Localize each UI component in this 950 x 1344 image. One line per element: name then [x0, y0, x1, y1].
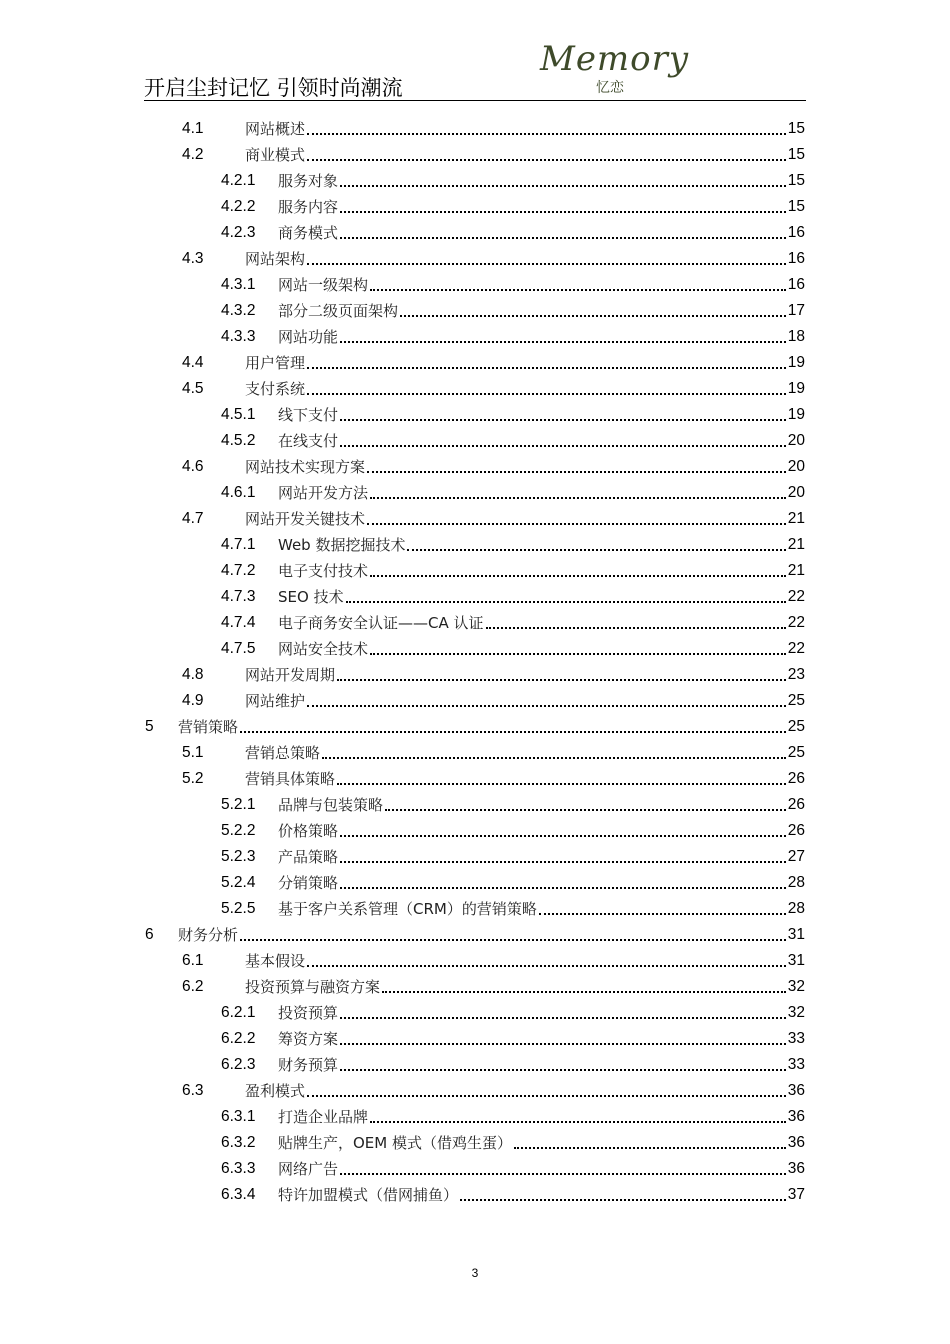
toc-entry-title: 品牌与包装策略 [278, 796, 384, 814]
toc-entry-title: 筹资方案 [278, 1030, 339, 1048]
toc-entry-number: 4.5.2 [221, 432, 256, 449]
toc-entry-number: 6.3.1 [221, 1108, 256, 1125]
toc-leader-dots [340, 419, 786, 421]
toc-entry-number: 5.2 [182, 770, 204, 787]
toc-entry-title: 部分二级页面架构 [278, 302, 399, 320]
toc-entry-title: SEO 技术 [278, 588, 344, 606]
toc-leader-dots [539, 913, 786, 915]
toc-entry[interactable] [221, 1104, 805, 1130]
toc-entry[interactable] [182, 350, 805, 376]
toc-entry-page: 15 [787, 172, 805, 189]
toc-entry[interactable] [221, 1026, 805, 1052]
toc-entry[interactable] [145, 714, 805, 740]
toc-leader-dots [370, 289, 786, 291]
toc-entry[interactable] [221, 1130, 805, 1156]
toc-entry-page: 21 [787, 536, 805, 553]
toc-entry-number: 6.2.2 [221, 1030, 256, 1047]
memory-logo [540, 40, 690, 98]
toc-entry-title: 服务对象 [278, 172, 339, 190]
toc-entry[interactable] [182, 974, 805, 1000]
toc-entry[interactable] [182, 688, 805, 714]
toc-entry-title: 贴牌生产，OEM 模式（借鸡生蛋） [278, 1134, 512, 1152]
toc-entry-page: 31 [787, 952, 805, 969]
toc-entry[interactable] [221, 818, 805, 844]
toc-leader-dots [514, 1147, 786, 1149]
toc-entry[interactable] [182, 142, 805, 168]
page-number: 3 [471, 1266, 479, 1280]
toc-leader-dots [460, 1199, 786, 1201]
toc-leader-dots [340, 185, 786, 187]
toc-entry-page: 23 [787, 666, 805, 683]
toc-entry[interactable] [145, 922, 805, 948]
toc-entry-title: 商业模式 [245, 146, 306, 164]
toc-entry[interactable] [221, 402, 805, 428]
toc-leader-dots [307, 263, 786, 265]
toc-entry-number: 4.5 [182, 380, 204, 397]
toc-leader-dots [407, 549, 785, 551]
toc-entry-page: 25 [787, 718, 805, 735]
toc-entry-page: 22 [787, 640, 805, 657]
toc-entry-number: 4.7.2 [221, 562, 256, 579]
toc-entry-page: 16 [787, 224, 805, 241]
toc-entry-number: 4.7.1 [221, 536, 256, 553]
toc-entry-page: 16 [787, 276, 805, 293]
toc-entry[interactable] [182, 1078, 805, 1104]
toc-entry[interactable] [221, 298, 805, 324]
toc-entry-page: 27 [787, 848, 805, 865]
toc-entry-title: 价格策略 [278, 822, 339, 840]
toc-entry-title: 基于客户关系管理（CRM）的营销策略 [278, 900, 537, 918]
toc-entry[interactable] [221, 870, 805, 896]
toc-entry[interactable] [182, 766, 805, 792]
toc-entry[interactable] [221, 636, 805, 662]
header-title: 开启尘封记忆 引领时尚潮流 [144, 76, 403, 100]
toc-entry-page: 20 [787, 484, 805, 501]
toc-entry-page: 19 [787, 380, 805, 397]
toc-entry-title: 网站开发关键技术 [245, 510, 366, 528]
toc-leader-dots [307, 367, 786, 369]
toc-entry-number: 4.2.3 [221, 224, 256, 241]
toc-entry-title: 网站功能 [278, 328, 339, 346]
toc-leader-dots [340, 887, 786, 889]
logo-text: Memory [540, 39, 690, 79]
toc-leader-dots [367, 471, 786, 473]
toc-entry-title: 支付系统 [245, 380, 306, 398]
toc-entry[interactable] [221, 896, 805, 922]
toc-leader-dots [340, 445, 786, 447]
toc-leader-dots [307, 1095, 786, 1097]
toc-entry-title: 营销总策略 [245, 744, 321, 762]
toc-entry-page: 36 [787, 1134, 805, 1151]
toc-leader-dots [337, 783, 786, 785]
toc-entry-page: 20 [787, 432, 805, 449]
toc-entry-title: 网站开发周期 [245, 666, 336, 684]
toc-entry-title: 投资预算与融资方案 [245, 978, 381, 996]
toc-entry-page: 18 [787, 328, 805, 345]
toc-entry[interactable] [221, 1000, 805, 1026]
toc-entry[interactable] [221, 324, 805, 350]
toc-entry-title: 营销具体策略 [245, 770, 336, 788]
toc-entry[interactable] [221, 480, 805, 506]
toc-leader-dots [340, 1069, 786, 1071]
toc-entry[interactable] [182, 454, 805, 480]
toc-entry-number: 4.4 [182, 354, 204, 371]
toc-entry[interactable] [221, 194, 805, 220]
toc-entry-title: 网站安全技术 [278, 640, 369, 658]
toc-leader-dots [340, 1173, 786, 1175]
toc-entry[interactable] [221, 220, 805, 246]
toc-leader-dots [370, 575, 786, 577]
toc-entry[interactable] [221, 532, 805, 558]
toc-entry-number: 6.2.3 [221, 1056, 256, 1073]
toc-entry-page: 20 [787, 458, 805, 475]
toc-entry-number: 4.3.1 [221, 276, 256, 293]
toc-entry[interactable] [182, 246, 805, 272]
toc-leader-dots [370, 497, 786, 499]
toc-entry-title: 财务预算 [278, 1056, 339, 1074]
toc-entry-number: 4.7.3 [221, 588, 256, 605]
toc-entry-page: 15 [787, 120, 805, 137]
toc-entry-title: 网站开发方法 [278, 484, 369, 502]
toc-leader-dots [367, 523, 786, 525]
header-divider [144, 100, 806, 101]
toc-entry-number: 4.3.3 [221, 328, 256, 345]
toc-entry-title: 服务内容 [278, 198, 339, 216]
toc-entry-page: 33 [787, 1030, 805, 1047]
toc-entry-page: 25 [787, 744, 805, 761]
toc-entry-number: 4.5.1 [221, 406, 256, 423]
toc-entry-number: 5.2.2 [221, 822, 256, 839]
toc-entry-page: 31 [787, 926, 805, 943]
toc-entry-number: 5.2.5 [221, 900, 256, 917]
toc-leader-dots [307, 393, 786, 395]
toc-entry-number: 5.2.1 [221, 796, 256, 813]
toc-entry-title: 网络广告 [278, 1160, 339, 1178]
toc-entry-page: 26 [787, 796, 805, 813]
toc-entry-number: 6.3.3 [221, 1160, 256, 1177]
toc-entry-number: 4.6 [182, 458, 204, 475]
toc-entry-number: 6.3.2 [221, 1134, 256, 1151]
toc-entry-page: 32 [787, 1004, 805, 1021]
toc-entry-number: 4.6.1 [221, 484, 256, 501]
toc-leader-dots [370, 1121, 786, 1123]
toc-entry-page: 17 [787, 302, 805, 319]
toc-entry[interactable] [182, 662, 805, 688]
toc-entry-page: 32 [787, 978, 805, 995]
toc-entry-title: 网站一级架构 [278, 276, 369, 294]
toc-entry[interactable] [221, 610, 805, 636]
toc-entry[interactable] [221, 584, 805, 610]
toc-entry-title: 分销策略 [278, 874, 339, 892]
toc-entry-number: 4.2 [182, 146, 204, 163]
toc-entry-page: 16 [787, 250, 805, 267]
toc-entry-number: 5.2.4 [221, 874, 256, 891]
toc-entry-number: 6.2.1 [221, 1004, 256, 1021]
toc-entry-page: 26 [787, 822, 805, 839]
toc-entry-page: 37 [787, 1186, 805, 1203]
toc-leader-dots [307, 133, 786, 135]
toc-entry[interactable] [182, 740, 805, 766]
toc-entry-number: 5 [145, 718, 154, 735]
toc-entry[interactable] [221, 844, 805, 870]
toc-leader-dots [307, 965, 786, 967]
toc-entry[interactable] [221, 1052, 805, 1078]
toc-entry-title: 投资预算 [278, 1004, 339, 1022]
toc-leader-dots [400, 315, 786, 317]
toc-entry-number: 4.9 [182, 692, 204, 709]
toc-entry-title: 打造企业品牌 [278, 1108, 369, 1126]
toc-leader-dots [340, 211, 786, 213]
toc-entry-page: 19 [787, 406, 805, 423]
toc-entry-title: 盈利模式 [245, 1082, 306, 1100]
toc-entry-title: 用户管理 [245, 354, 306, 372]
toc-entry-number: 4.3.2 [221, 302, 256, 319]
toc-entry-number: 6 [145, 926, 154, 943]
toc-entry-title: 基本假设 [245, 952, 306, 970]
toc-leader-dots [370, 653, 786, 655]
toc-entry-page: 15 [787, 146, 805, 163]
toc-leader-dots [382, 991, 786, 993]
toc-leader-dots [486, 627, 786, 629]
toc-leader-dots [346, 601, 786, 603]
toc-entry-title: Web 数据挖掘技术 [278, 536, 406, 554]
toc-entry-number: 6.1 [182, 952, 204, 969]
toc-entry-page: 25 [787, 692, 805, 709]
toc-entry-page: 22 [787, 588, 805, 605]
toc-entry-page: 28 [787, 874, 805, 891]
toc-entry-number: 4.7 [182, 510, 204, 527]
toc-leader-dots [340, 341, 786, 343]
toc-entry-title: 在线支付 [278, 432, 339, 450]
toc-entry-number: 4.7.4 [221, 614, 256, 631]
toc-leader-dots [322, 757, 786, 759]
toc-entry-title: 商务模式 [278, 224, 339, 242]
toc-entry-title: 营销策略 [178, 718, 239, 736]
toc-entry[interactable] [182, 116, 805, 142]
toc-leader-dots [340, 237, 786, 239]
toc-entry-number: 5.1 [182, 744, 204, 761]
toc-entry[interactable] [182, 506, 805, 532]
toc-entry-page: 21 [787, 562, 805, 579]
toc-leader-dots [240, 939, 786, 941]
toc-entry[interactable] [221, 1182, 805, 1208]
toc-entry-number: 4.2.2 [221, 198, 256, 215]
toc-entry[interactable] [221, 558, 805, 584]
toc-entry-page: 21 [787, 510, 805, 527]
logo-subtext: 忆恋 [596, 80, 624, 96]
toc-entry-title: 电子商务安全认证——CA 认证 [278, 614, 484, 632]
toc-entry-page: 33 [787, 1056, 805, 1073]
toc-entry[interactable] [221, 1156, 805, 1182]
toc-entry-title: 产品策略 [278, 848, 339, 866]
toc-entry-title: 财务分析 [178, 926, 239, 944]
toc-leader-dots [340, 1017, 786, 1019]
toc-entry-page: 15 [787, 198, 805, 215]
toc-entry-number: 6.2 [182, 978, 204, 995]
toc-entry[interactable] [221, 168, 805, 194]
toc-entry-page: 28 [787, 900, 805, 917]
toc-entry-page: 19 [787, 354, 805, 371]
toc-entry-page: 36 [787, 1108, 805, 1125]
toc-entry-number: 6.3.4 [221, 1186, 256, 1203]
toc-leader-dots [340, 835, 786, 837]
toc-entry[interactable] [221, 428, 805, 454]
toc-entry-page: 26 [787, 770, 805, 787]
toc-entry[interactable] [182, 376, 805, 402]
toc-entry-number: 5.2.3 [221, 848, 256, 865]
toc-leader-dots [307, 159, 786, 161]
toc-entry-page: 22 [787, 614, 805, 631]
toc-leader-dots [307, 705, 786, 707]
toc-entry-page: 36 [787, 1082, 805, 1099]
toc-entry-number: 4.8 [182, 666, 204, 683]
toc-entry-number: 6.3 [182, 1082, 204, 1099]
toc-entry-page: 36 [787, 1160, 805, 1177]
toc-entry[interactable] [221, 272, 805, 298]
toc-entry-number: 4.1 [182, 120, 204, 137]
toc-entry[interactable] [182, 948, 805, 974]
toc-entry-number: 4.3 [182, 250, 204, 267]
toc-entry-title: 网站架构 [245, 250, 306, 268]
toc-entry-title: 特许加盟模式（借网捕鱼） [278, 1186, 459, 1204]
toc-leader-dots [340, 1043, 786, 1045]
toc-entry-title: 线下支付 [278, 406, 339, 424]
toc-entry-title: 网站概述 [245, 120, 306, 138]
toc-entry-title: 网站维护 [245, 692, 306, 710]
toc-leader-dots [340, 861, 786, 863]
toc-leader-dots [240, 731, 786, 733]
toc-entry-number: 4.2.1 [221, 172, 256, 189]
toc-entry-title: 电子支付技术 [278, 562, 369, 580]
toc-leader-dots [337, 679, 786, 681]
toc-leader-dots [385, 809, 786, 811]
toc-entry-number: 4.7.5 [221, 640, 256, 657]
toc-entry[interactable] [221, 792, 805, 818]
toc-entry-title: 网站技术实现方案 [245, 458, 366, 476]
